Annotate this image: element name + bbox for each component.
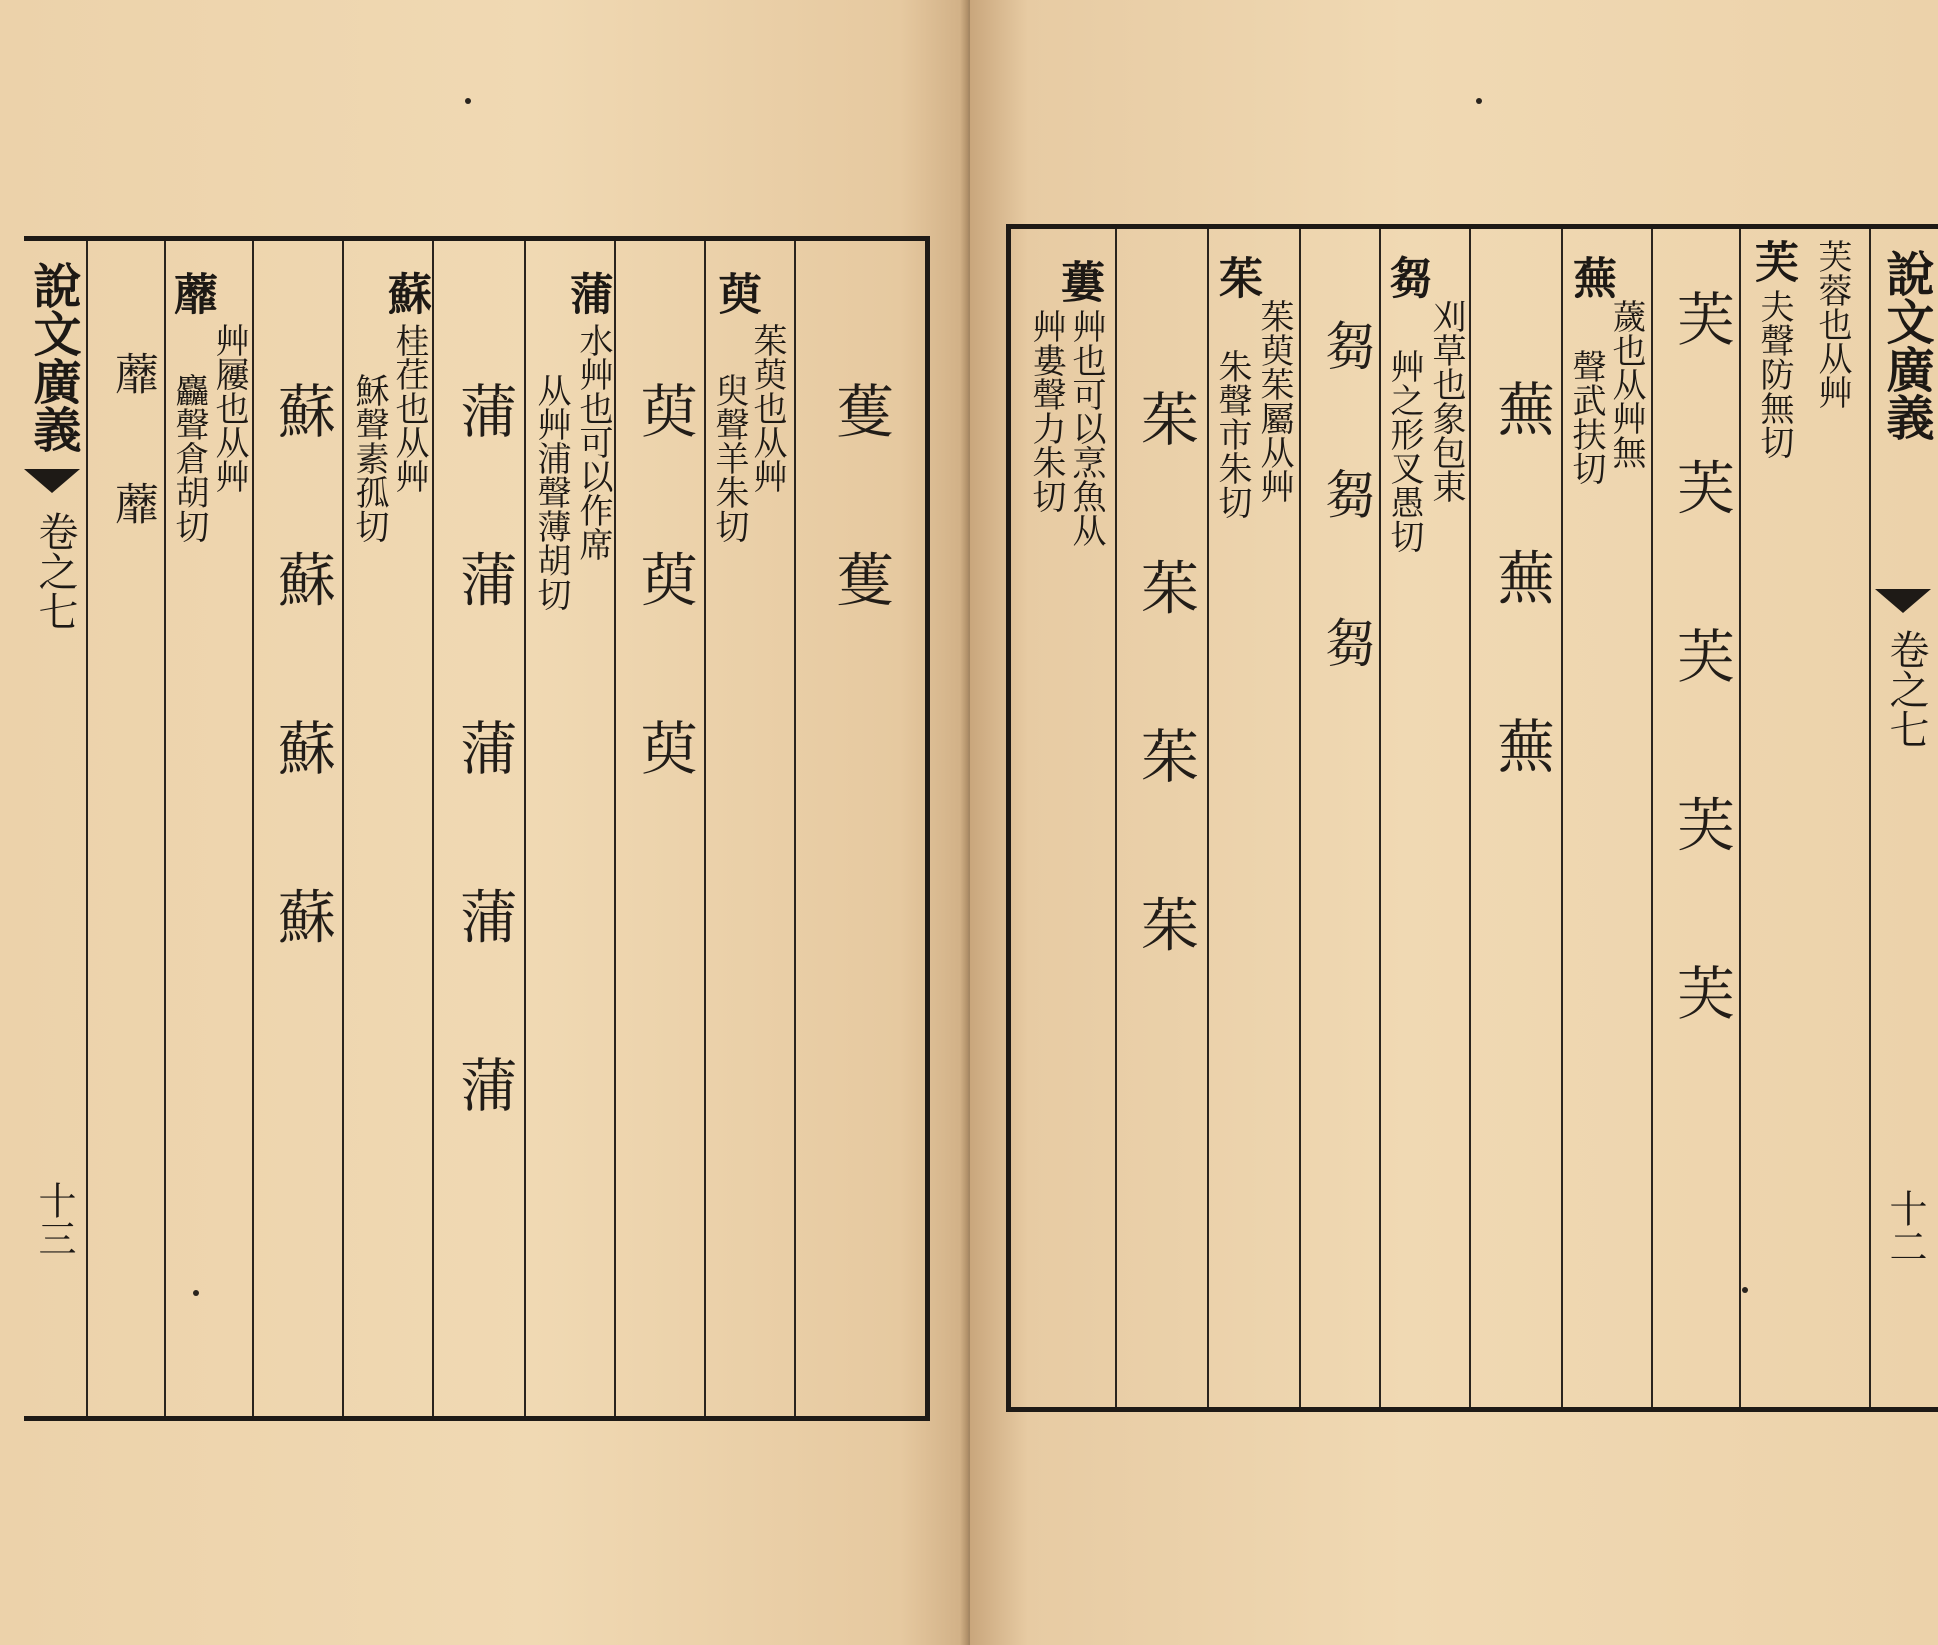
entry-definition: 艸婁聲力朱切 <box>1026 309 1066 513</box>
column-rule <box>1869 229 1871 1407</box>
text-column <box>432 241 524 1416</box>
text-column <box>342 241 432 1416</box>
margin-book-title: 說文廣義 <box>1878 249 1934 441</box>
text-column <box>1299 229 1379 1407</box>
text-column <box>86 241 164 1416</box>
entry-definition: 从艸浦聲薄胡切 <box>531 373 571 611</box>
right-page <box>970 0 1938 1645</box>
text-column <box>1115 229 1207 1407</box>
entry-headword: 芻 <box>1381 255 1432 299</box>
text-column <box>1011 229 1115 1407</box>
margin-juan-label: 卷之七 <box>32 511 78 631</box>
entry-definition: 艸之形叉愚切 <box>1384 349 1424 553</box>
seal-script-forms: 芙 芙 芙 芙 芙 <box>1667 289 1735 1067</box>
entry-definition: 臾聲羊朱切 <box>709 373 749 543</box>
left-page <box>0 0 968 1645</box>
right-page-frame <box>1006 224 1938 1412</box>
entry-headword: 蘇 <box>380 271 431 315</box>
seal-script-forms: 茱 茱 茱 茱 <box>1131 389 1199 999</box>
text-column <box>524 241 614 1416</box>
entry-definition: 朱聲市朱切 <box>1212 349 1252 519</box>
entry-headword: 蕪 <box>1565 255 1616 299</box>
entry-definition: 茱萸也从艸 <box>747 323 787 493</box>
entry-definition: 刈草也象包束 <box>1426 299 1466 503</box>
seal-script-forms: 萸 萸 萸 <box>630 381 698 822</box>
margin-page-number: 十三 <box>32 1181 76 1257</box>
seal-script-forms: 芻 芻 芻 <box>1315 319 1375 709</box>
entry-definition: 麤聲倉胡切 <box>169 373 209 543</box>
entry-headword: 茱 <box>1211 255 1262 299</box>
text-column <box>1651 229 1739 1407</box>
entry-headword: 蒲 <box>562 271 613 315</box>
margin-page-number: 十二 <box>1883 1189 1927 1265</box>
paper-speck <box>465 98 471 104</box>
entry-definition: 薉也从艸無 <box>1606 299 1646 469</box>
entry-definition: 穌聲素孤切 <box>349 373 389 543</box>
text-column <box>614 241 704 1416</box>
entry-definition: 芙蓉也从艸 <box>1812 239 1852 409</box>
fish-tail-mark <box>1875 589 1931 613</box>
text-column <box>1739 229 1869 1407</box>
left-page-frame <box>24 236 930 1421</box>
entry-definition: 艸屨也从艸 <box>209 323 249 493</box>
seal-script-forms: 蕪 蕪 蕪 <box>1487 379 1555 820</box>
text-column <box>1379 229 1469 1407</box>
margin-book-title: 說文廣義 <box>25 261 81 453</box>
entry-headword: 蘼 <box>166 271 217 315</box>
seal-script-forms: 蘇 蘇 蘇 蘇 <box>268 381 336 991</box>
entry-definition: 艸也可以烹魚从 <box>1066 309 1106 547</box>
entry-definition: 水艸也可以作席 <box>573 323 613 561</box>
seal-script-forms: 蒲 蒲 蒲 蒲 蒲 <box>450 381 518 1159</box>
fish-tail-mark <box>24 469 80 493</box>
text-column <box>252 241 342 1416</box>
paper-speck <box>1476 98 1482 104</box>
seal-script-forms: 蘼 蘼 <box>107 351 158 561</box>
entry-definition: 茱萸茱屬从艸 <box>1254 299 1294 503</box>
text-column <box>704 241 794 1416</box>
entry-definition: 夫聲防無切 <box>1754 289 1794 459</box>
text-column <box>164 241 252 1416</box>
entry-headword: 芙 <box>1747 239 1798 283</box>
entry-definition: 聲武扶切 <box>1566 349 1606 485</box>
text-column <box>1469 229 1561 1407</box>
entry-headword: 蔞 <box>1053 259 1104 303</box>
margin-juan-label: 卷之七 <box>1883 629 1929 749</box>
text-column <box>1207 229 1299 1407</box>
text-column <box>794 241 925 1416</box>
entry-headword: 萸 <box>710 271 761 315</box>
seal-script-forms: 蒦 蒦 <box>826 381 894 654</box>
entry-definition: 桂荏也从艸 <box>389 323 429 493</box>
text-column <box>1561 229 1651 1407</box>
